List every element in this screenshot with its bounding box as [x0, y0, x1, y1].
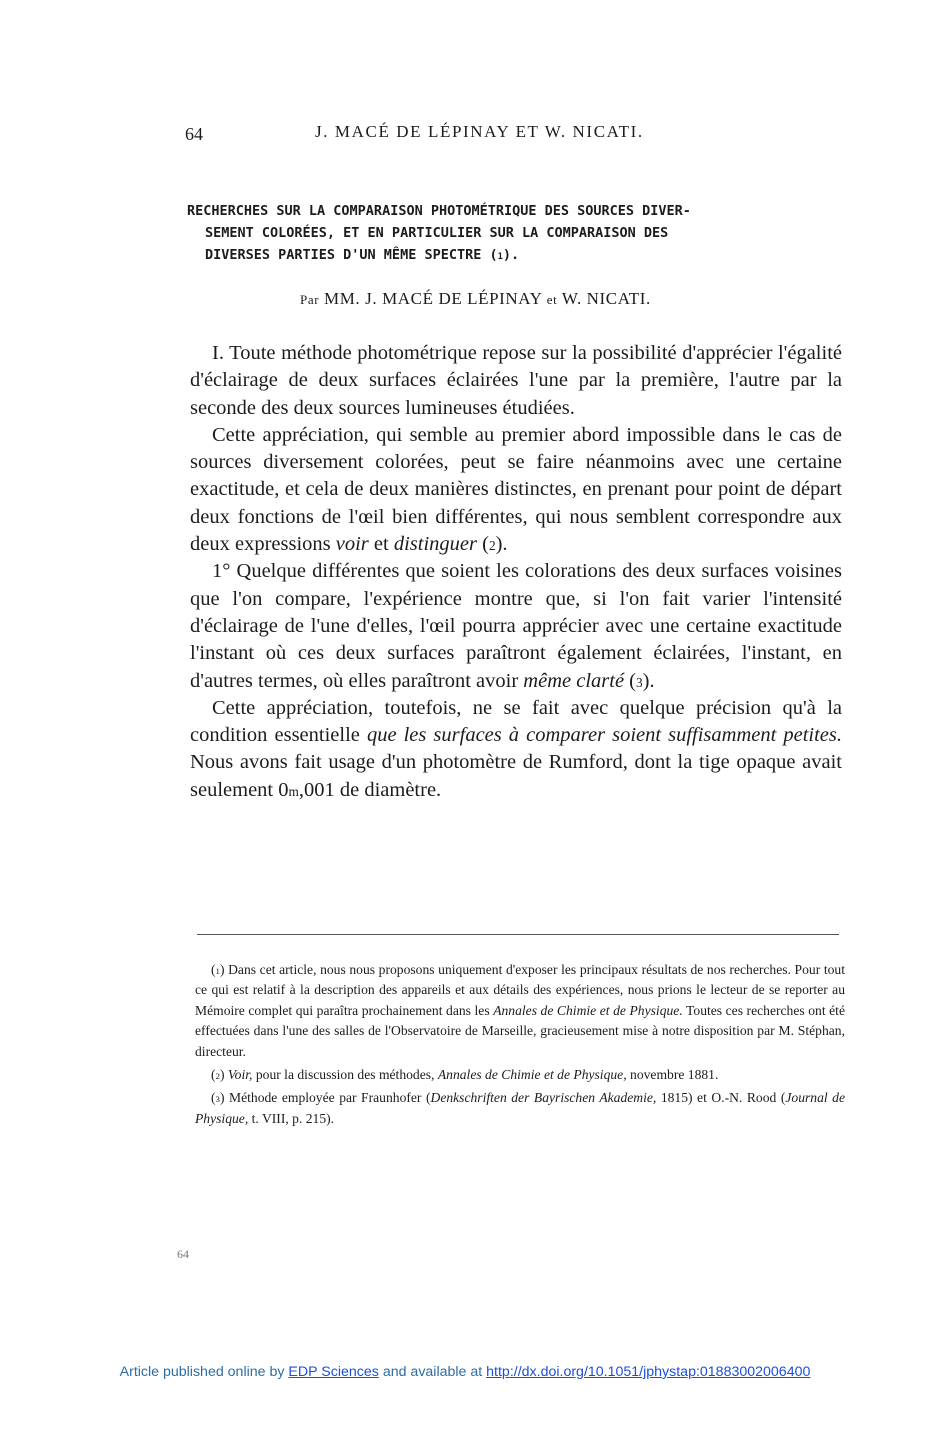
- margin-page-mark: 64: [177, 1247, 189, 1261]
- footnote-2: ($^2$) Voir, pour la discussion des méthodes, Annales de Chimie et de Physique, novembre 1881.: [211, 1067, 719, 1083]
- paragraph-4-unit: m: [288, 783, 299, 799]
- byline-et: et: [546, 292, 558, 307]
- paragraph-3: 1° Quelque différentes que soient les colorations des deux surfaces voisines que l'on compare, l'expérience montre que, si l'on fait varier l'intensité d'éclairage de l'une d'elles, l'œil pourra apprécier avec une certaine exactitude l'instant où ces deux surfaces paraîtront également éclairées, l'instant, en d'autres termes, où elles paraîtront avoir même clarté ($^3$).: [190, 560, 842, 692]
- paragraph-2: Cette appréciation, qui semble au premier abord impossible dans le cas de sources diversement colorées, peut se faire néanmoins avec une certaine exactitude, et cela de deux manières distinctes, en prenant pour point de départ deux fonctions de l'œil bien différentes, qui nous semblent correspondre aux deux expressions voir et distinguer ($^2$).: [190, 423, 842, 556]
- byline-author-2: W. NICATI.: [561, 289, 651, 308]
- footnote-2-em-voir: Voir,: [227, 1067, 253, 1083]
- doi-link[interactable]: http://dx.doi.org/10.1051/jphystap:01883002006400: [486, 1364, 811, 1380]
- footnote-2-em: Annales de Chimie et de Physique,: [437, 1067, 627, 1083]
- paragraph-4-text-b: Nous avons fait usage d'un photomètre de Rumford, dont la tige opaque avait seulement 0: [190, 751, 842, 801]
- footnote-1: ($^1$) Dans cet article, nous nous proposons uniquement d'exposer les principaux résultats de nos recherches. Pour tout ce qui est relatif à la description des appareils et aux détails des expériences, nous prions le lecteur de se reporter au Mémoire complet qui paraîtra prochainement dans les Annales de Chimie et de Physique. Toutes ces recherches ont été effectuées dans l'une des salles de l'Observatoire de Marseille, gracieusement mise à notre disposition par M. Stéphan, directeur.: [195, 962, 845, 1059]
- footnotes: [195, 960, 845, 1132]
- title-line-2: SEMENT COLORÉES, ET EN PARTICULIER SUR LA COMPARAISON DES: [205, 225, 669, 241]
- paragraph-3-em: même clarté: [523, 669, 625, 692]
- paragraph-4-text-c: ,001 de diamètre.: [298, 778, 442, 801]
- title-line-3-text: DIVERSES PARTIES D'UN MÊME SPECTRE: [205, 247, 482, 263]
- byline-mm: MM.: [324, 289, 361, 308]
- publisher-bar: [0, 1364, 930, 1380]
- footnote-3-text: Méthode employée par Fraunhofer (: [229, 1090, 431, 1106]
- article-title: [187, 200, 839, 266]
- paragraph-2-text: Cette appréciation, qui semble au premier abord impossible dans le cas de sources diversement colorées, peut se faire néanmoins avec une certaine exactitude, et cela de deux manières distinctes, en prenant pour point de départ deux fonctions de l'œil bien différentes, qui nous semblent correspondre aux deux expressions: [190, 423, 842, 556]
- publisher-prefix: Article published online by: [119, 1364, 285, 1380]
- footnote-1-number: 1: [215, 966, 220, 976]
- footnote-ref-2: 2: [488, 538, 496, 554]
- footnote-3: ($^3$) Méthode employée par Fraunhofer (Denkschriften der Bayrischen Akademie, 1815) et O.-N. Rood (Journal de Physique, t. VIII, p. 215).: [195, 1090, 845, 1126]
- running-head: J. MACÉ DE LÉPINAY ET W. NICATI.: [315, 122, 644, 141]
- byline-author-1: J. MACÉ DE LÉPINAY: [365, 289, 542, 308]
- byline-par: Par: [300, 292, 320, 307]
- footnote-ref-3: 3: [636, 674, 643, 690]
- footnote-3-em-2: Journal de Physique,: [195, 1090, 845, 1126]
- paragraph-4-em: que les surfaces à comparer soient suffisamment petites.: [366, 724, 842, 747]
- paragraph-1: I. Toute méthode photométrique repose sur la possibilité d'apprécier l'égalité d'éclairage de deux surfaces éclairées l'une par la première, l'autre par la seconde des deux sources lumineuses étudiées.: [190, 342, 842, 419]
- footnote-1-text: Dans cet article, nous nous proposons uniquement d'exposer les principaux résultats de nos recherches. Pour tout ce qui est relatif à la description des appareils et aux détails des expériences, nous prions le lecteur de se reporter au Mémoire complet qui paraîtra prochainement dans les: [195, 962, 845, 1018]
- paragraph-2-et: et: [373, 533, 389, 556]
- footnote-2-text-b: novembre 1881.: [630, 1067, 719, 1083]
- footnote-1-em: Annales de Chimie et de Physique.: [493, 1002, 683, 1018]
- body-text: [190, 340, 842, 804]
- paragraph-3-text: 1° Quelque différentes que soient les colorations des deux surfaces voisines que l'on compare, l'expérience montre que, si l'on fait varier l'intensité d'éclairage de l'une d'elles, l'œil pourra apprécier avec une certaine exactitude l'instant où ces deux surfaces paraîtront également éclairées, l'instant, en d'autres termes, où elles paraîtront avoir: [190, 560, 842, 692]
- footnote-2-number: 2: [215, 1071, 220, 1082]
- paragraph-4: [190, 695, 842, 804]
- byline: [300, 289, 651, 309]
- title-line-3: DIVERSES PARTIES D'UN MÊME SPECTRE ($^1$).: [205, 247, 520, 263]
- title-line-1: RECHERCHES SUR LA COMPARAISON PHOTOMÉTRIQUE DES SOURCES DIVER-: [187, 203, 691, 219]
- paragraph-2-em-distinguer: distinguer: [393, 533, 477, 556]
- edp-sciences-link[interactable]: EDP Sciences: [288, 1364, 379, 1380]
- page-number: 64: [185, 124, 203, 144]
- title-footnote-ref: 1: [497, 252, 503, 262]
- footnote-3-text-b: 1815) et O.-N. Rood (: [660, 1090, 786, 1106]
- publisher-middle: and available at: [382, 1364, 483, 1380]
- paragraph-4-text: Cette appréciation, toutefois, ne se fait avec quelque précision qu'à la condition essentielle: [190, 696, 842, 747]
- footnote-3-em-1: Denkschriften der Bayrischen Akademie,: [430, 1090, 657, 1106]
- footnote-3-number: 3: [215, 1094, 220, 1105]
- footnote-separator: [197, 934, 839, 935]
- footnote-1-text-b: Toutes ces recherches ont été effectuées dans l'une des salles de l'Observatoire de Marseille, gracieusement mise à notre disposition par M. Stéphan, directeur.: [195, 1002, 845, 1059]
- footnote-3-text-c: t. VIII, p. 215).: [251, 1110, 335, 1126]
- footnote-2-text: pour la discussion des méthodes,: [255, 1067, 435, 1083]
- paragraph-2-em-voir: voir: [335, 533, 369, 556]
